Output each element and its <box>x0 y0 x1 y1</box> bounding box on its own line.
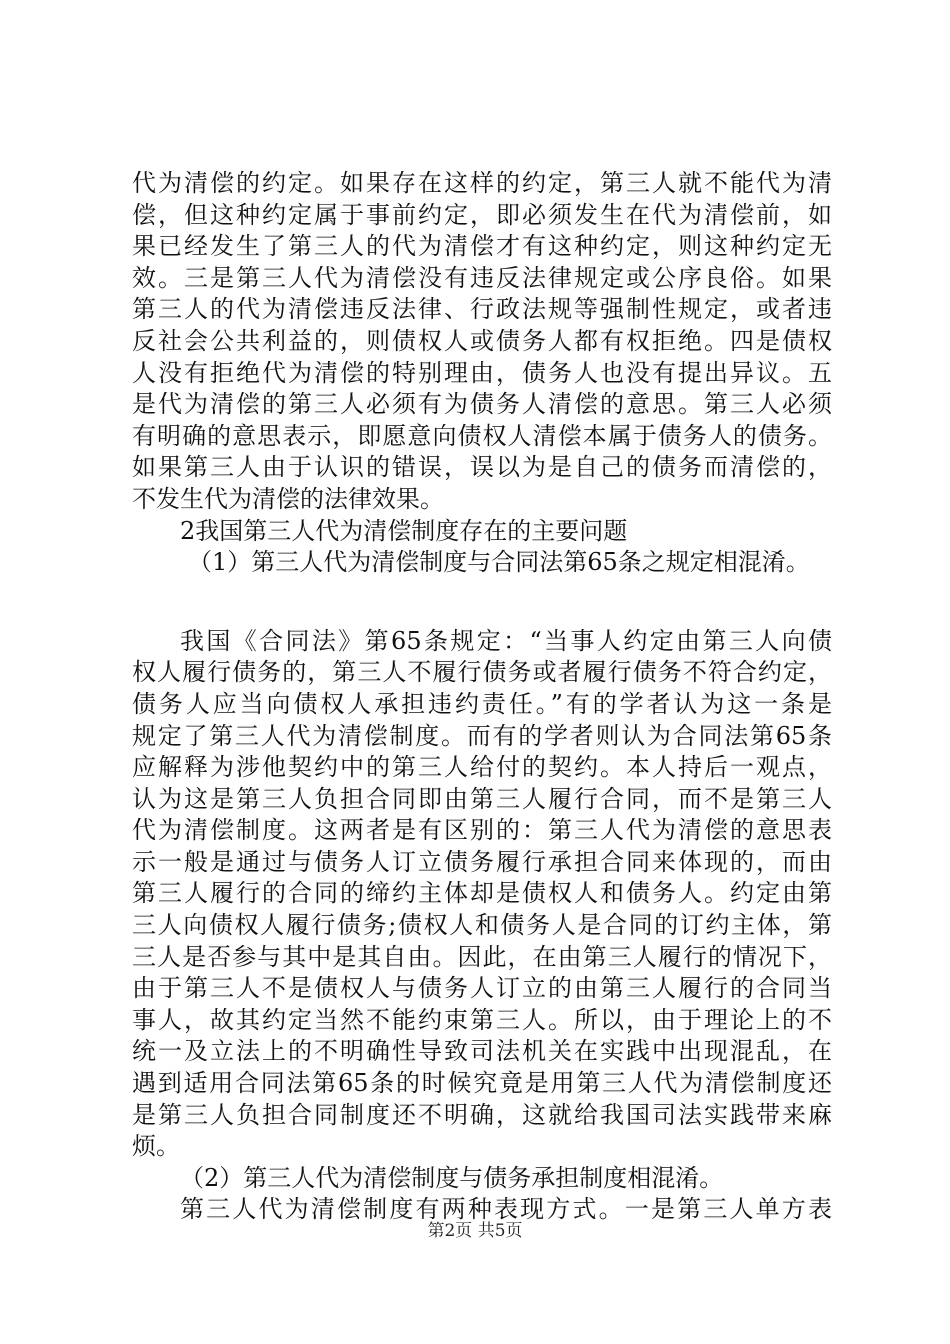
text-line: 认为这是第三人负担合同即由第三人履行合同，而不是第三人 <box>132 784 832 813</box>
text-line: 是代为清偿的第三人必须有为债务人清偿的意思。第三人必须 <box>132 390 832 419</box>
text-line: 人没有拒绝代为清偿的特别理由，债务人也没有提出异议。五 <box>132 358 832 387</box>
text-line: 偿，但这种约定属于事前约定，即必须发生在代为清偿前，如 <box>132 200 832 229</box>
section-heading: 2我国第三人代为清偿制度存在的主要问题 <box>180 516 628 545</box>
text-line: 三人向债权人履行债务;债权人和债务人是合同的订约主体，第 <box>132 911 832 940</box>
subheading-1: （1）第三人代为清偿制度与合同法第65条之规定相混淆。 <box>188 548 810 577</box>
text-line: 有明确的意思表示，即愿意向债权人清偿本属于债务人的债务。 <box>132 421 832 450</box>
text-line: 第三人的代为清偿违反法律、行政法规等强制性规定，或者违 <box>132 295 832 324</box>
text-line: 第三人代为清偿制度有两种表现方式。一是第三人单方表 <box>180 1195 832 1224</box>
text-line: 我国《合同法》第65条规定：“当事人约定由第三人向债 <box>180 626 832 655</box>
text-line: 如果第三人由于认识的错误，误以为是自己的债务而清偿的， <box>132 453 832 482</box>
text-line: 是第三人负担合同制度还不明确，这就给我国司法实践带来麻 <box>132 1100 832 1129</box>
document-body <box>132 168 832 1226</box>
paragraph-gap <box>132 579 832 626</box>
text-line: 三人是否参与其中是其自由。因此，在由第三人履行的情况下， <box>132 942 832 971</box>
subheading-2: （2）第三人代为清偿制度与债务承担制度相混淆。 <box>180 1163 724 1192</box>
text-line: 果已经发生了第三人的代为清偿才有这种约定，则这种约定无 <box>132 232 832 261</box>
text-line: 债务人应当向债权人承担违约责任。”有的学者认为这一条是 <box>132 689 832 718</box>
text-line: 由于第三人不是债权人与债务人订立的由第三人履行的合同当 <box>132 974 832 1003</box>
text-line: 规定了第三人代为清偿制度。而有的学者则认为合同法第65条 <box>132 721 832 750</box>
text-line: 烦。 <box>132 1132 180 1161</box>
text-line: 事人，故其约定当然不能约束第三人。所以，由于理论上的不 <box>132 1005 832 1034</box>
text-line: 权人履行债务的，第三人不履行债务或者履行债务不符合约定， <box>132 658 832 687</box>
text-line: 代为清偿的约定。如果存在这样的约定，第三人就不能代为清 <box>132 169 832 197</box>
page-indicator: 第2页 共5页 <box>427 1221 523 1241</box>
text-line: 效。三是第三人代为清偿没有违反法律规定或公序良俗。如果 <box>132 263 832 292</box>
text-line: 反社会公共利益的，则债权人或债务人都有权拒绝。四是债权 <box>132 326 832 355</box>
text-line: 遇到适用合同法第65条的时候究竟是用第三人代为清偿制度还 <box>132 1069 832 1098</box>
text-line: 第三人履行的合同的缔约主体却是债权人和债务人。约定由第 <box>132 879 832 908</box>
text-line: 代为清偿制度。这两者是有区别的：第三人代为清偿的意思表 <box>132 816 832 845</box>
text-line: 统一及立法上的不明确性导致司法机关在实践中出现混乱，在 <box>132 1037 832 1066</box>
text-line: 示一般是通过与债务人订立债务履行承担合同来体现的，而由 <box>132 847 832 876</box>
text-line: 不发生代为清偿的法律效果。 <box>132 484 444 513</box>
text-line: 应解释为涉他契约中的第三人给付的契约。本人持后一观点， <box>132 753 832 782</box>
